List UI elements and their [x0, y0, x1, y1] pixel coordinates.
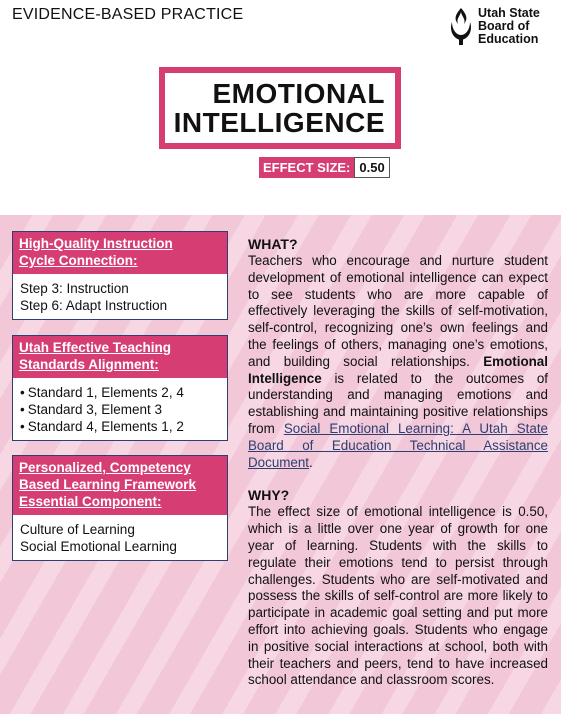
logo-line: Utah State — [478, 5, 540, 20]
title-line: EMOTIONAL — [212, 78, 385, 109]
card-heading-line: Cycle Connection: — [19, 253, 138, 268]
instruction-cycle-card — [12, 231, 228, 320]
list-item: • Standard 4, Elements 1, 2 — [20, 418, 220, 435]
logo-text — [478, 7, 540, 46]
card-heading-line: Standards Alignment: — [19, 357, 159, 372]
effect-size-label: EFFECT SIZE: — [259, 157, 354, 178]
what-paragraph — [248, 253, 548, 471]
page-title — [159, 67, 401, 149]
card-heading — [13, 336, 227, 378]
card-heading-line: Based Learning Framework — [19, 477, 197, 492]
effect-size-value: 0.50 — [354, 157, 389, 178]
list-item: Step 6: Adapt Instruction — [20, 298, 168, 313]
what-text: Teachers who encourage and nurture student development of emotional intelligence can expect to see students who are more capable of effectively leveraging the skills of self-motivation, self-control, recognizing one’s own feelings and the feelings of others, managing one’s emotions, and building social relationships. — [248, 253, 548, 369]
why-paragraph: The effect size of emotional intelligence is 0.50, which is a little over one year of growth for one year of learning. Students with the skills to regulate their emotions tend to persist through challenges. Students who are self-motivated and possess the skills of self-control are more likely to participate in academic goal setting and put more effort into achieving goals. Students who engage in positive social interactions at school, both with their teachers and peers, tend to have increased school attendance and classroom scores. — [248, 504, 548, 688]
list-item: Social Emotional Learning — [20, 539, 177, 554]
effect-size-badge — [259, 157, 390, 178]
list-item: • Standard 1, Elements 2, 4 — [20, 384, 220, 401]
card-heading-line: Essential Component: — [19, 494, 162, 509]
why-heading: WHY? — [248, 487, 290, 504]
list-item: Step 3: Instruction — [20, 281, 129, 296]
sel-document-link[interactable]: Social Emotional Learning: A Utah State Board of Education Technical Assistance Document — [248, 420, 548, 470]
card-heading — [13, 456, 227, 515]
card-heading-line: Utah Effective Teaching — [19, 340, 172, 355]
card-body — [13, 274, 227, 319]
card-heading — [13, 232, 227, 274]
usbe-logo — [448, 6, 540, 46]
logo-line: Board of — [478, 18, 530, 33]
main-text — [248, 236, 548, 689]
what-text-cont: is related to the outcomes of understanding and managing emotions and establishing and maintaining positive relationships from — [248, 370, 548, 436]
section-label: EVIDENCE-BASED PRACTICE — [12, 6, 244, 23]
card-body — [13, 515, 227, 560]
card-heading-line: Personalized, Competency — [19, 460, 191, 475]
title-line: INTELLIGENCE — [173, 107, 385, 138]
list-item: Culture of Learning — [20, 522, 135, 537]
bold-term: Emotional Intelligence — [248, 353, 548, 386]
card-heading-line: High-Quality Instruction — [19, 236, 173, 251]
card-body — [13, 378, 227, 440]
learning-framework-card — [12, 455, 228, 561]
teaching-standards-card — [12, 335, 228, 441]
logo-line: Education — [478, 31, 539, 46]
torch-flame-icon — [448, 6, 474, 46]
list-item: • Standard 3, Element 3 — [20, 401, 220, 418]
what-text-end: . — [309, 454, 313, 470]
what-heading: WHAT? — [248, 236, 298, 252]
